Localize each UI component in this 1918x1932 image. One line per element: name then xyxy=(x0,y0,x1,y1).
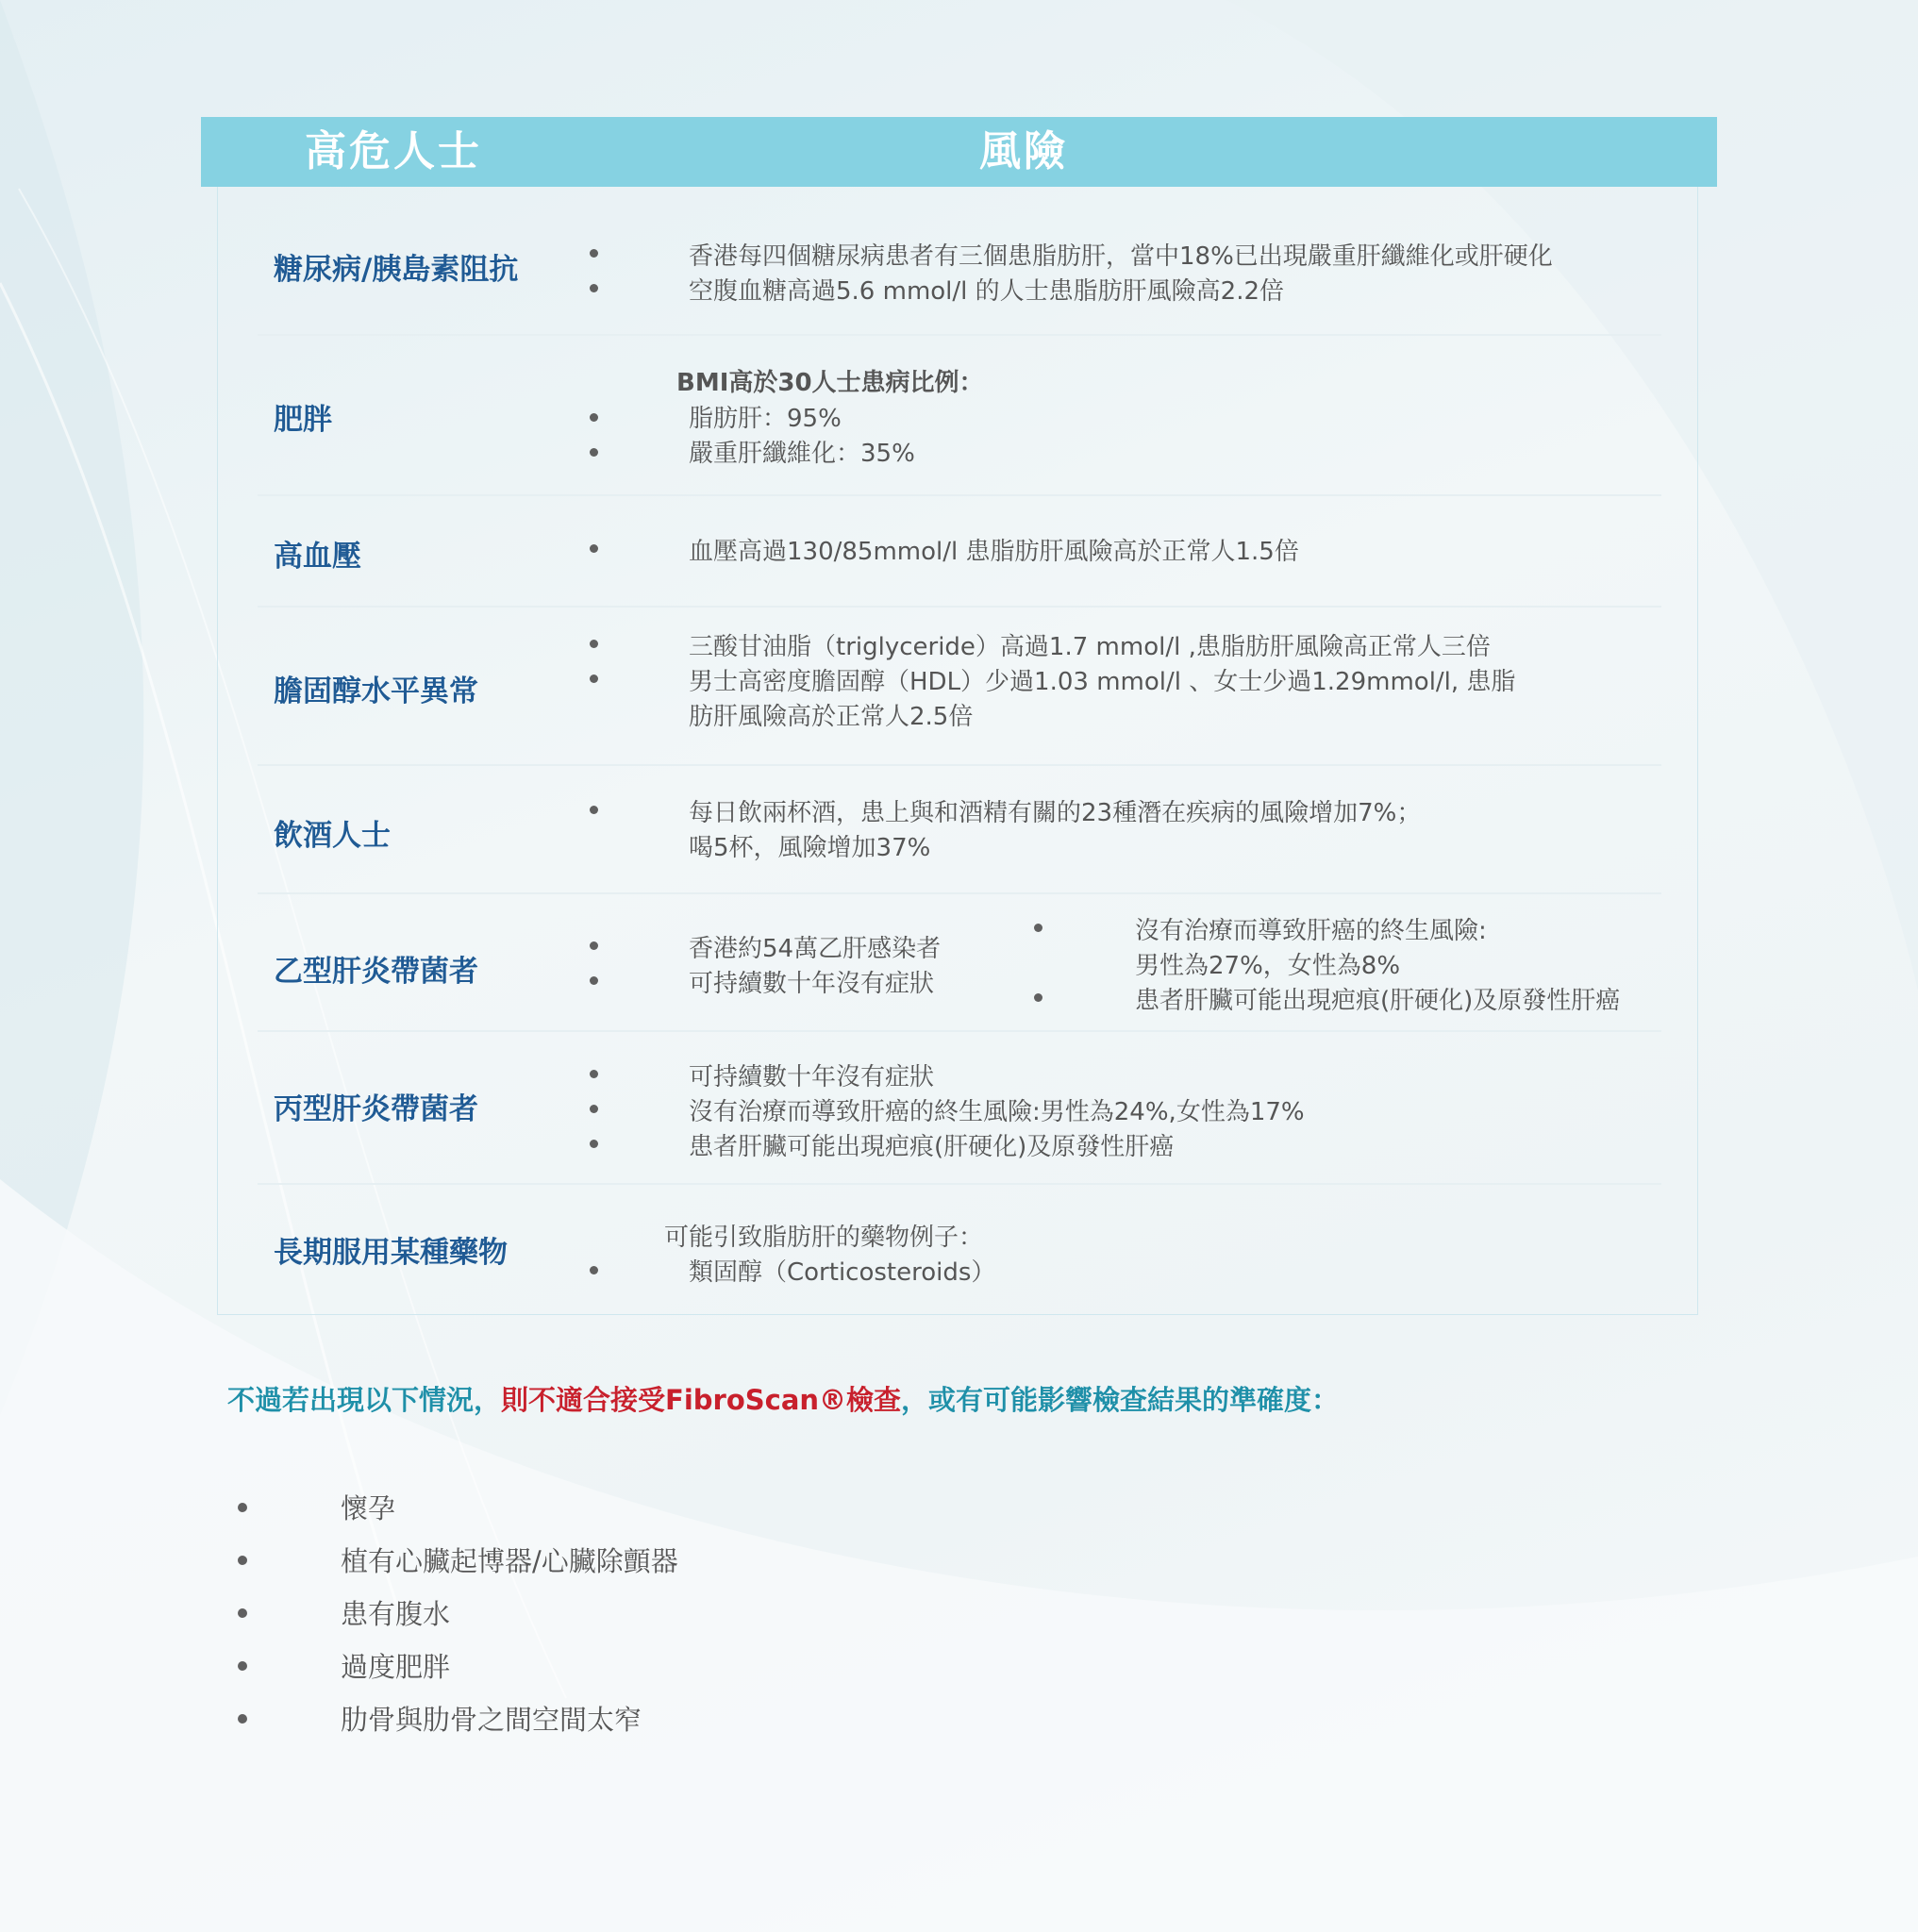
row-label: 高血壓 xyxy=(274,540,361,574)
exclusion-text: 植有心臟起博器/心臟除顫器 xyxy=(341,1545,678,1577)
risk-text: 脂肪肝：95% xyxy=(689,405,842,433)
bullet-icon xyxy=(590,806,598,814)
bullet-icon xyxy=(590,249,598,258)
bullet-icon xyxy=(590,1266,598,1274)
notice-part-3: ，或有可能影響檢查結果的準確度： xyxy=(901,1384,1340,1416)
row-label: 肥胖 xyxy=(274,403,332,437)
risk-text: 每日飲兩杯酒，患上與和酒精有關的23種潛在疾病的風險增加7%； xyxy=(689,799,1422,827)
risk-text: 男士高密度膽固醇（HDL）少過1.03 mmol/l 、女士少過1.29mmol/l, 患脂 xyxy=(689,668,1516,696)
row-label: 膽固醇水平異常 xyxy=(274,675,478,708)
risk-text: 嚴重肝纖維化：35% xyxy=(689,440,915,468)
bullet-icon xyxy=(238,1503,247,1512)
row-label: 長期服用某種藥物 xyxy=(274,1236,508,1270)
risk-text: 空腹血糖高過5.6 mmol/l 的人士患脂肪肝風險高2.2倍 xyxy=(689,277,1284,306)
bullet-icon xyxy=(238,1714,247,1724)
risk-text: 患者肝臟可能出現疤痕(肝硬化)及原發性肝癌 xyxy=(689,1133,1175,1161)
row-label: 糖尿病/胰島素阻抗 xyxy=(274,253,519,287)
header-high-risk-group: 高危人士 xyxy=(305,127,482,175)
notice-part-1: 不過若出現以下情況， xyxy=(227,1384,502,1416)
table-row-medication xyxy=(258,1183,1661,1315)
risk-intro: BMI高於30人士患病比例： xyxy=(676,369,984,397)
risk-text: 沒有治療而導致肝癌的終生風險: xyxy=(1135,917,1487,945)
bullet-icon xyxy=(238,1556,247,1565)
table-row-cholesterol xyxy=(258,606,1661,766)
bullet-icon xyxy=(590,284,598,292)
table-header xyxy=(201,117,1717,187)
risk-text: 肪肝風險高於正常人2.5倍 xyxy=(689,703,974,731)
table-row-diabetes xyxy=(258,187,1661,336)
table-row-obesity xyxy=(258,334,1661,496)
bullet-icon xyxy=(590,675,598,683)
risk-text: 沒有治療而導致肝癌的終生風險:男性為24%,女性為17% xyxy=(689,1098,1305,1126)
bullet-icon xyxy=(238,1661,247,1671)
header-risk: 風險 xyxy=(979,127,1068,175)
bullet-icon xyxy=(590,1105,598,1113)
row-label: 乙型肝炎帶菌者 xyxy=(274,955,478,989)
exclusion-text: 過度肥胖 xyxy=(341,1651,451,1683)
notice-warning: 則不適合接受FibroScan®檢查 xyxy=(501,1384,902,1416)
risk-text: 患者肝臟可能出現疤痕(肝硬化)及原發性肝癌 xyxy=(1135,987,1621,1015)
risk-text: 血壓高過130/85mmol/l 患脂肪肝風險高於正常人1.5倍 xyxy=(689,538,1299,566)
risk-text: 男性為27%，女性為8% xyxy=(1135,952,1401,980)
risk-text: 可持續數十年沒有症狀 xyxy=(689,1063,935,1091)
bullet-icon xyxy=(590,544,598,553)
risk-intro: 可能引致脂肪肝的藥物例子： xyxy=(664,1224,984,1252)
exclusion-text: 患有腹水 xyxy=(341,1598,451,1630)
table-row-hepatitis-b xyxy=(258,892,1661,1032)
bullet-icon xyxy=(590,976,598,985)
table-row-alcohol xyxy=(258,764,1661,894)
bullet-icon xyxy=(238,1608,247,1618)
bullet-icon xyxy=(590,941,598,950)
risk-text: 香港約54萬乙肝感染者 xyxy=(689,935,942,963)
bullet-icon xyxy=(590,448,598,457)
bullet-icon xyxy=(1034,924,1042,932)
bullet-icon xyxy=(590,640,598,648)
row-label: 丙型肝炎帶菌者 xyxy=(274,1092,478,1126)
bullet-icon xyxy=(590,413,598,422)
risk-text: 香港每四個糖尿病患者有三個患脂肪肝，當中18%已出現嚴重肝纖維化或肝硬化 xyxy=(689,242,1553,271)
notice-text xyxy=(227,1379,1339,1418)
table-row-hypertension xyxy=(258,494,1661,608)
bullet-icon xyxy=(590,1070,598,1078)
risk-text: 三酸甘油脂（triglyceride）高過1.7 mmol/l ,患脂肪肝風險高正常人三倍 xyxy=(689,633,1491,661)
exclusion-text: 肋骨與肋骨之間空間太窄 xyxy=(341,1704,642,1736)
row-label: 飲酒人士 xyxy=(274,819,391,853)
bullet-icon xyxy=(1034,993,1042,1002)
bullet-icon xyxy=(590,1140,598,1148)
table-row-hepatitis-c xyxy=(258,1030,1661,1185)
risk-text: 可持續數十年沒有症狀 xyxy=(689,970,935,998)
exclusion-text: 懷孕 xyxy=(341,1492,396,1524)
risk-text: 類固醇（Corticosteroids） xyxy=(689,1258,996,1287)
risk-text: 喝5杯，風險增加37% xyxy=(689,834,931,862)
